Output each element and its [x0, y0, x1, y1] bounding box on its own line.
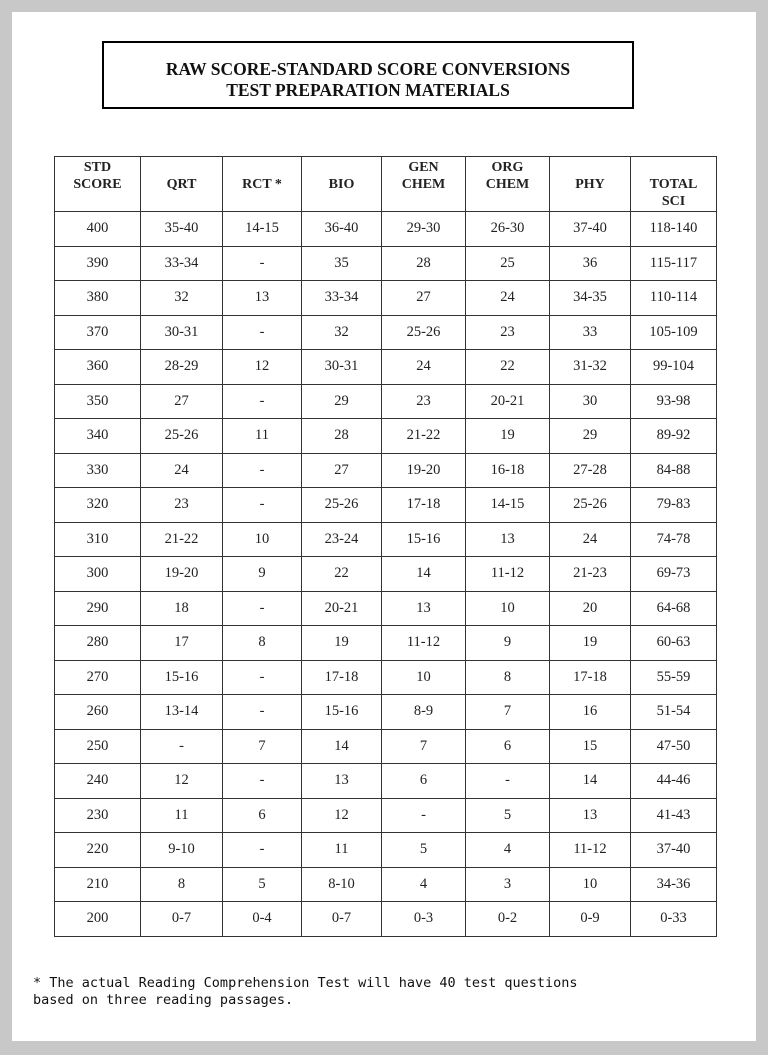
- table-cell-phy: 0-9: [550, 902, 631, 937]
- table-row: [55, 281, 717, 316]
- table-cell-std-score: 290: [55, 591, 141, 626]
- table-cell-org-chem: 22: [466, 350, 550, 385]
- footnote-line-2: based on three reading passages.: [33, 992, 294, 1008]
- table-cell-qrt: 12: [141, 764, 223, 799]
- table-cell-std-score: 300: [55, 557, 141, 592]
- table-cell-phy: 27-28: [550, 453, 631, 488]
- table-cell-rct: -: [223, 764, 302, 799]
- table-cell-total-sci: 99-104: [631, 350, 717, 385]
- table-cell-bio: 22: [302, 557, 382, 592]
- table-cell-bio: 32: [302, 315, 382, 350]
- table-cell-org-chem: 7: [466, 695, 550, 730]
- table-cell-total-sci: 89-92: [631, 419, 717, 454]
- table-cell-std-score: 400: [55, 212, 141, 247]
- table-cell-qrt: 24: [141, 453, 223, 488]
- table-cell-org-chem: 3: [466, 867, 550, 902]
- table-cell-rct: 5: [223, 867, 302, 902]
- table-cell-phy: 17-18: [550, 660, 631, 695]
- header-text: RCT *: [242, 176, 282, 192]
- table-row: [55, 764, 717, 799]
- table-cell-phy: 20: [550, 591, 631, 626]
- table-cell-phy: 29: [550, 419, 631, 454]
- table-cell-bio: 35: [302, 246, 382, 281]
- conversion-table: [54, 156, 717, 937]
- table-cell-std-score: 260: [55, 695, 141, 730]
- title-box: [102, 41, 634, 109]
- table-cell-std-score: 270: [55, 660, 141, 695]
- table-cell-org-chem: 16-18: [466, 453, 550, 488]
- header-rct: [223, 157, 302, 212]
- table-cell-org-chem: 9: [466, 626, 550, 661]
- table-cell-qrt: 21-22: [141, 522, 223, 557]
- table-cell-rct: -: [223, 315, 302, 350]
- table-cell-org-chem: 19: [466, 419, 550, 454]
- table-cell-rct: 9: [223, 557, 302, 592]
- table-cell-qrt: 11: [141, 798, 223, 833]
- table-cell-bio: 8-10: [302, 867, 382, 902]
- table-cell-rct: 0-4: [223, 902, 302, 937]
- table-cell-org-chem: 25: [466, 246, 550, 281]
- table-cell-total-sci: 115-117: [631, 246, 717, 281]
- table-cell-gen-chem: 7: [382, 729, 466, 764]
- table-cell-phy: 36: [550, 246, 631, 281]
- table-body: [55, 212, 717, 937]
- table-cell-org-chem: 13: [466, 522, 550, 557]
- table-cell-gen-chem: 21-22: [382, 419, 466, 454]
- table-cell-org-chem: 23: [466, 315, 550, 350]
- table-cell-bio: 19: [302, 626, 382, 661]
- table-cell-gen-chem: 28: [382, 246, 466, 281]
- table-row: [55, 557, 717, 592]
- table-cell-qrt: 27: [141, 384, 223, 419]
- table-cell-total-sci: 64-68: [631, 591, 717, 626]
- table-cell-qrt: 19-20: [141, 557, 223, 592]
- table-cell-phy: 13: [550, 798, 631, 833]
- table-cell-total-sci: 37-40: [631, 833, 717, 868]
- table-cell-phy: 19: [550, 626, 631, 661]
- table-row: [55, 488, 717, 523]
- table-cell-total-sci: 110-114: [631, 281, 717, 316]
- table-cell-bio: 23-24: [302, 522, 382, 557]
- table-cell-std-score: 230: [55, 798, 141, 833]
- table-cell-std-score: 280: [55, 626, 141, 661]
- table-row: [55, 833, 717, 868]
- table-cell-gen-chem: 8-9: [382, 695, 466, 730]
- table-cell-qrt: 9-10: [141, 833, 223, 868]
- table-cell-std-score: 360: [55, 350, 141, 385]
- table-cell-phy: 16: [550, 695, 631, 730]
- document-page: [12, 12, 756, 1041]
- table-cell-rct: -: [223, 660, 302, 695]
- header-text: ORG: [491, 160, 524, 175]
- table-cell-total-sci: 44-46: [631, 764, 717, 799]
- table-cell-qrt: 8: [141, 867, 223, 902]
- table-row: [55, 384, 717, 419]
- table-cell-std-score: 240: [55, 764, 141, 799]
- table-cell-bio: 11: [302, 833, 382, 868]
- table-cell-total-sci: 60-63: [631, 626, 717, 661]
- table-cell-total-sci: 84-88: [631, 453, 717, 488]
- header-text: PHY: [575, 176, 605, 192]
- table-cell-gen-chem: 25-26: [382, 315, 466, 350]
- footnote-line-1: * The actual Reading Comprehension Test will have 40 test questions: [33, 975, 578, 991]
- table-cell-rct: 10: [223, 522, 302, 557]
- table-cell-gen-chem: 29-30: [382, 212, 466, 247]
- table-cell-bio: 12: [302, 798, 382, 833]
- header-text: SCORE: [73, 177, 122, 192]
- header-text: SCI: [661, 194, 686, 209]
- header-gen-chem: [382, 157, 466, 212]
- table-cell-total-sci: 105-109: [631, 315, 717, 350]
- header-text: CHEM: [485, 177, 530, 192]
- table-cell-gen-chem: 4: [382, 867, 466, 902]
- table-cell-total-sci: 55-59: [631, 660, 717, 695]
- table-cell-std-score: 370: [55, 315, 141, 350]
- table-cell-bio: 13: [302, 764, 382, 799]
- table-cell-qrt: -: [141, 729, 223, 764]
- table-cell-phy: 24: [550, 522, 631, 557]
- table-cell-total-sci: 47-50: [631, 729, 717, 764]
- table-cell-rct: 7: [223, 729, 302, 764]
- table-cell-phy: 31-32: [550, 350, 631, 385]
- header-text: CHEM: [401, 177, 446, 192]
- table-cell-std-score: 380: [55, 281, 141, 316]
- table-row: [55, 729, 717, 764]
- table-cell-phy: 30: [550, 384, 631, 419]
- table-cell-org-chem: 11-12: [466, 557, 550, 592]
- header-bio: [302, 157, 382, 212]
- header-qrt: [141, 157, 223, 212]
- table-cell-std-score: 350: [55, 384, 141, 419]
- table-cell-bio: 25-26: [302, 488, 382, 523]
- table-cell-qrt: 28-29: [141, 350, 223, 385]
- table-cell-bio: 14: [302, 729, 382, 764]
- table-row: [55, 212, 717, 247]
- table-cell-gen-chem: 23: [382, 384, 466, 419]
- table-cell-rct: 6: [223, 798, 302, 833]
- table-cell-rct: -: [223, 488, 302, 523]
- table-cell-rct: 13: [223, 281, 302, 316]
- table-cell-org-chem: 26-30: [466, 212, 550, 247]
- table-cell-rct: -: [223, 453, 302, 488]
- table-cell-gen-chem: 17-18: [382, 488, 466, 523]
- table-row: [55, 695, 717, 730]
- table-cell-qrt: 18: [141, 591, 223, 626]
- table-cell-rct: -: [223, 695, 302, 730]
- table-cell-qrt: 13-14: [141, 695, 223, 730]
- header-text: GEN: [408, 160, 439, 175]
- table-cell-bio: 27: [302, 453, 382, 488]
- table-cell-org-chem: 24: [466, 281, 550, 316]
- table-cell-qrt: 35-40: [141, 212, 223, 247]
- table-cell-total-sci: 74-78: [631, 522, 717, 557]
- table-cell-total-sci: 79-83: [631, 488, 717, 523]
- header-text: BIO: [328, 176, 355, 192]
- table-cell-phy: 21-23: [550, 557, 631, 592]
- table-cell-qrt: 15-16: [141, 660, 223, 695]
- header-text: QRT: [166, 176, 197, 192]
- table-cell-gen-chem: 5: [382, 833, 466, 868]
- table-cell-std-score: 340: [55, 419, 141, 454]
- table-cell-std-score: 320: [55, 488, 141, 523]
- table-cell-std-score: 250: [55, 729, 141, 764]
- title-line-1: RAW SCORE-STANDARD SCORE CONVERSIONS: [165, 59, 571, 79]
- table-cell-gen-chem: -: [382, 798, 466, 833]
- table-row: [55, 419, 717, 454]
- table-cell-org-chem: 8: [466, 660, 550, 695]
- table-cell-bio: 30-31: [302, 350, 382, 385]
- table-cell-rct: -: [223, 591, 302, 626]
- table-cell-qrt: 0-7: [141, 902, 223, 937]
- table-cell-phy: 11-12: [550, 833, 631, 868]
- header-org-chem: [466, 157, 550, 212]
- table-row: [55, 660, 717, 695]
- table-cell-total-sci: 118-140: [631, 212, 717, 247]
- table-cell-rct: 8: [223, 626, 302, 661]
- table-cell-org-chem: 20-21: [466, 384, 550, 419]
- table-cell-rct: 11: [223, 419, 302, 454]
- table-cell-gen-chem: 6: [382, 764, 466, 799]
- title-line-2: TEST PREPARATION MATERIALS: [226, 80, 510, 100]
- table-cell-bio: 17-18: [302, 660, 382, 695]
- table-cell-qrt: 23: [141, 488, 223, 523]
- table-cell-qrt: 33-34: [141, 246, 223, 281]
- table-cell-bio: 28: [302, 419, 382, 454]
- table-cell-phy: 37-40: [550, 212, 631, 247]
- header-std-score: [55, 157, 141, 212]
- header-phy: [550, 157, 631, 212]
- table-cell-bio: 15-16: [302, 695, 382, 730]
- table-cell-bio: 29: [302, 384, 382, 419]
- table-cell-gen-chem: 14: [382, 557, 466, 592]
- table-cell-org-chem: 6: [466, 729, 550, 764]
- table-cell-gen-chem: 10: [382, 660, 466, 695]
- table-cell-total-sci: 34-36: [631, 867, 717, 902]
- table-cell-phy: 14: [550, 764, 631, 799]
- table-cell-gen-chem: 13: [382, 591, 466, 626]
- table-cell-total-sci: 93-98: [631, 384, 717, 419]
- table-cell-total-sci: 41-43: [631, 798, 717, 833]
- table-row: [55, 626, 717, 661]
- table-row: [55, 453, 717, 488]
- table-cell-total-sci: 51-54: [631, 695, 717, 730]
- table-row: [55, 867, 717, 902]
- table-cell-rct: -: [223, 246, 302, 281]
- table-cell-qrt: 32: [141, 281, 223, 316]
- table-cell-rct: 12: [223, 350, 302, 385]
- table-cell-rct: 14-15: [223, 212, 302, 247]
- table-cell-gen-chem: 19-20: [382, 453, 466, 488]
- table-cell-gen-chem: 0-3: [382, 902, 466, 937]
- table-cell-org-chem: -: [466, 764, 550, 799]
- table-cell-bio: 20-21: [302, 591, 382, 626]
- table-cell-rct: -: [223, 833, 302, 868]
- table-cell-qrt: 25-26: [141, 419, 223, 454]
- table-cell-std-score: 310: [55, 522, 141, 557]
- table-cell-org-chem: 0-2: [466, 902, 550, 937]
- table-cell-std-score: 220: [55, 833, 141, 868]
- table-cell-phy: 15: [550, 729, 631, 764]
- table-cell-qrt: 17: [141, 626, 223, 661]
- table-cell-gen-chem: 11-12: [382, 626, 466, 661]
- table-cell-rct: -: [223, 384, 302, 419]
- table-cell-gen-chem: 24: [382, 350, 466, 385]
- table-cell-gen-chem: 27: [382, 281, 466, 316]
- header-total-sci: [631, 157, 717, 212]
- table-cell-phy: 34-35: [550, 281, 631, 316]
- table-cell-total-sci: 69-73: [631, 557, 717, 592]
- table-row: [55, 350, 717, 385]
- table-cell-bio: 33-34: [302, 281, 382, 316]
- table-cell-qrt: 30-31: [141, 315, 223, 350]
- table-cell-std-score: 210: [55, 867, 141, 902]
- table-cell-std-score: 330: [55, 453, 141, 488]
- footnote: [33, 975, 578, 1009]
- table-cell-std-score: 200: [55, 902, 141, 937]
- table-cell-std-score: 390: [55, 246, 141, 281]
- table-cell-org-chem: 14-15: [466, 488, 550, 523]
- table-cell-org-chem: 5: [466, 798, 550, 833]
- table-cell-total-sci: 0-33: [631, 902, 717, 937]
- table-row: [55, 798, 717, 833]
- header-text: STD: [83, 160, 112, 175]
- table-cell-org-chem: 4: [466, 833, 550, 868]
- header-row: [55, 157, 717, 212]
- table-cell-bio: 36-40: [302, 212, 382, 247]
- table-cell-bio: 0-7: [302, 902, 382, 937]
- table-cell-phy: 10: [550, 867, 631, 902]
- table-row: [55, 902, 717, 937]
- table-cell-org-chem: 10: [466, 591, 550, 626]
- table-cell-phy: 25-26: [550, 488, 631, 523]
- table-row: [55, 591, 717, 626]
- header-text: TOTAL: [649, 177, 698, 192]
- table-cell-phy: 33: [550, 315, 631, 350]
- table-row: [55, 315, 717, 350]
- table-cell-gen-chem: 15-16: [382, 522, 466, 557]
- table-row: [55, 246, 717, 281]
- table-row: [55, 522, 717, 557]
